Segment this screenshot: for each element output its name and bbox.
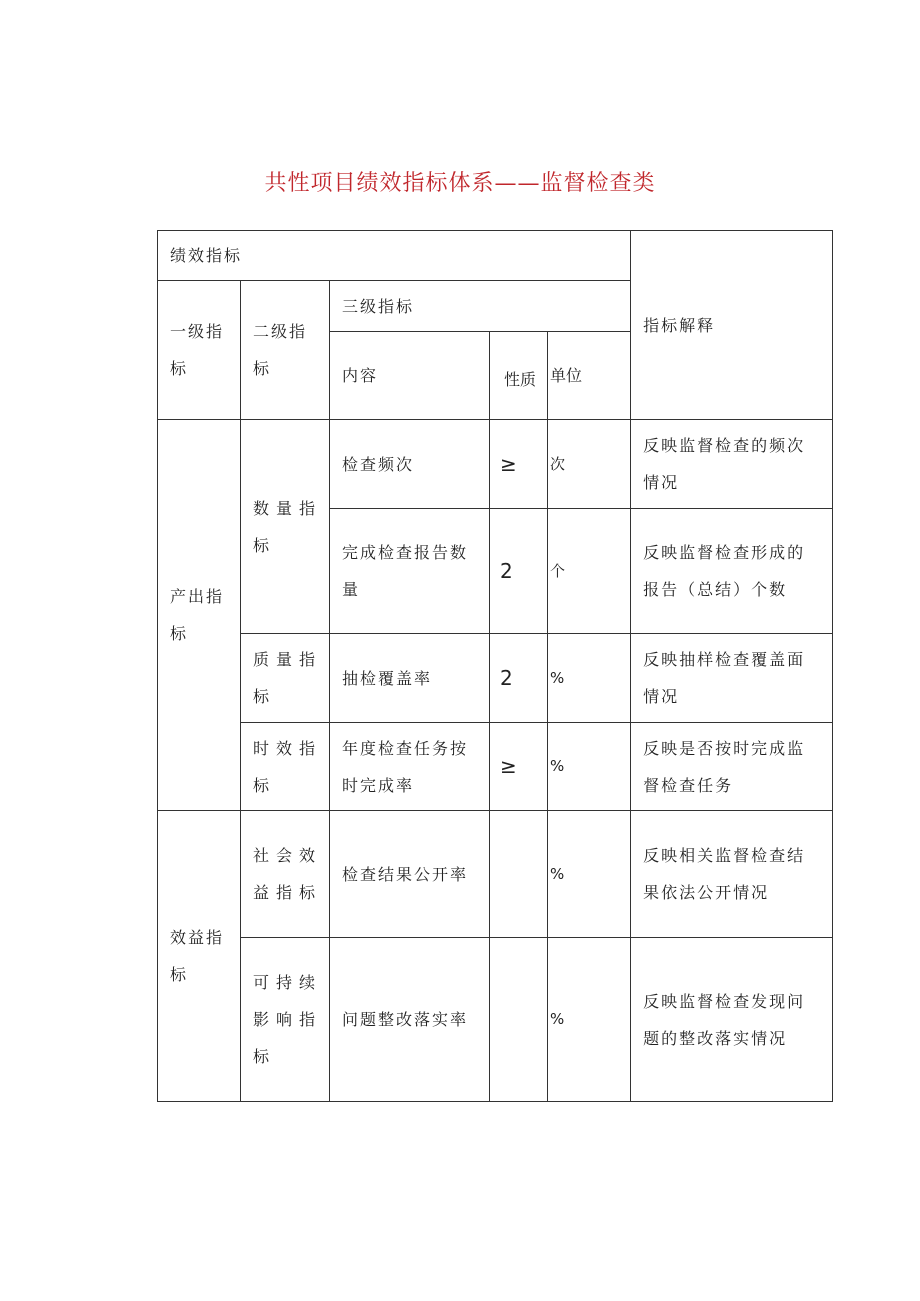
row-content: 年度检查任务按时完成率 [330, 723, 490, 811]
level2-timeliness: 时效指标 [241, 723, 330, 811]
group-benefit: 效益指标 [158, 811, 241, 1102]
row-explanation: 反映监督检查形成的报告（总结）个数 [631, 509, 833, 634]
row-nature: ≥ [490, 420, 548, 509]
row-content: 问题整改落实率 [330, 938, 490, 1102]
row-nature: 2 [490, 634, 548, 723]
header-nature: 性质 [490, 332, 548, 420]
row-explanation: 反映监督检查的频次情况 [631, 420, 833, 509]
header-explanation: 指标解释 [631, 231, 833, 420]
row-nature: ≥ [490, 723, 548, 811]
level2-quantity: 数量指标 [241, 420, 330, 634]
row-unit: % [548, 938, 631, 1102]
header-unit: 单位 [548, 332, 631, 420]
row-unit: % [548, 811, 631, 938]
row-unit: % [548, 723, 631, 811]
header-content: 内容 [330, 332, 490, 420]
indicator-table [157, 230, 833, 1102]
header-level1: 一级指标 [158, 281, 241, 420]
page-title: 共性项目绩效指标体系——监督检查类 [264, 171, 656, 196]
row-explanation: 反映相关监督检查结果依法公开情况 [631, 811, 833, 938]
row-content: 检查结果公开率 [330, 811, 490, 938]
row-explanation: 反映抽样检查覆盖面情况 [631, 634, 833, 723]
level2-quality: 质量指标 [241, 634, 330, 723]
level2-social: 社会效益指标 [241, 811, 330, 938]
row-nature [490, 938, 548, 1102]
row-nature [490, 811, 548, 938]
row-nature: 2 [490, 509, 548, 634]
row-content: 检查频次 [330, 420, 490, 509]
row-unit: 个 [548, 509, 631, 634]
header-level3: 三级指标 [330, 281, 631, 332]
row-unit: % [548, 634, 631, 723]
row-explanation: 反映是否按时完成监督检查任务 [631, 723, 833, 811]
row-explanation: 反映监督检查发现问题的整改落实情况 [631, 938, 833, 1102]
group-output: 产出指标 [158, 420, 241, 811]
header-level2: 二级指标 [241, 281, 330, 420]
row-unit: 次 [548, 420, 631, 509]
row-content: 抽检覆盖率 [330, 634, 490, 723]
row-content: 完成检查报告数量 [330, 509, 490, 634]
level2-sustainable: 可持续影响指标 [241, 938, 330, 1102]
header-performance-indicator: 绩效指标 [158, 231, 631, 281]
